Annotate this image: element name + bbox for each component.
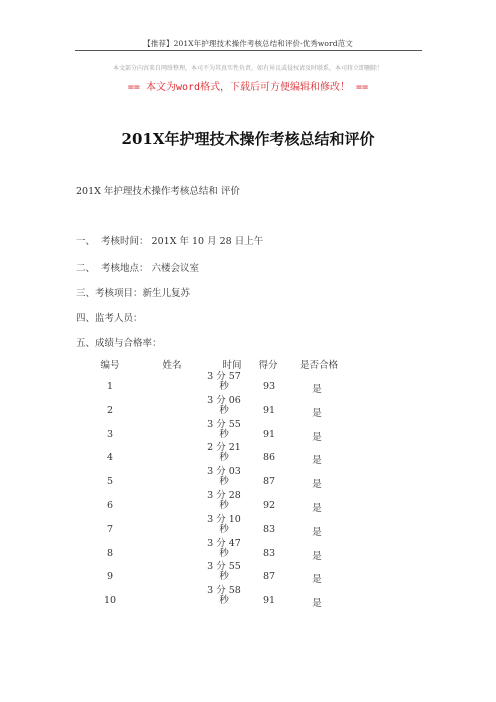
document-subtitle: 201X 年护理技术操作考核总结和 评价: [76, 186, 240, 197]
table-header-pass: 是否合格: [299, 360, 338, 371]
row-id: 3: [106, 428, 114, 440]
row-time-line2: 秒: [219, 381, 229, 392]
row-time: [204, 491, 244, 511]
exam-location-item: 二、 考核地点： 六楼会议室: [76, 263, 200, 274]
row-time-line2: 秒: [219, 452, 229, 464]
row-time: [204, 586, 244, 606]
row-time: [204, 539, 244, 559]
row-score: 93: [262, 381, 276, 392]
row-id: 4: [106, 452, 114, 464]
row-time-line2: 秒: [219, 571, 229, 583]
row-pass: 是: [312, 526, 322, 538]
header-rule: [75, 50, 422, 51]
row-id: 9: [106, 571, 114, 583]
row-score: 83: [262, 523, 276, 535]
row-id: 6: [106, 500, 114, 511]
row-time: [204, 515, 244, 535]
word-format-notice: == 本文为word格式，下载后可方便编辑和修改！ ==: [127, 82, 369, 93]
row-time-line2: 秒: [219, 476, 229, 488]
row-time-line1: 3 分 58: [207, 585, 241, 597]
table-row: [90, 585, 370, 615]
row-time-line1: 3 分 03: [207, 466, 241, 478]
row-score: 86: [262, 452, 276, 464]
row-time-line2: 秒: [219, 547, 229, 559]
row-time: [204, 443, 244, 463]
row-time: [204, 562, 244, 582]
row-id: 2: [106, 404, 114, 416]
row-time-line1: 3 分 57: [207, 371, 241, 382]
table-header-time: 时间: [222, 360, 242, 371]
row-pass: 是: [312, 455, 322, 467]
row-id: 7: [106, 523, 114, 535]
row-time-line2: 秒: [219, 500, 229, 511]
row-score: 83: [262, 547, 276, 559]
row-id: 5: [106, 476, 114, 488]
page-header-title: 【推荐】201X年护理技术操作考核总结和评价-优秀word范文: [143, 39, 353, 48]
exam-time-item: 一、 考核时间： 201X 年 10 月 28 日上午: [76, 236, 264, 247]
row-time-line1: 3 分 06: [207, 394, 241, 406]
disclaimer-text: 本文部分内容来自网络整理，本司不为其真实性负责，如有异议或侵权请及时联系，本司将立即删除！: [112, 65, 383, 72]
row-time-line1: 3 分 47: [207, 537, 241, 549]
row-pass: 是: [312, 574, 322, 586]
row-score: 92: [262, 500, 276, 511]
document-title: 201X年护理技术操作考核总结和评价: [121, 130, 375, 148]
row-id: 8: [106, 547, 114, 559]
row-time: [204, 396, 244, 416]
row-time-line1: 2 分 21: [207, 442, 241, 454]
exam-project-item: 三、考核项目：新生儿复苏: [76, 288, 191, 299]
row-time-line2: 秒: [219, 404, 229, 416]
row-time-line2: 秒: [219, 428, 229, 440]
row-pass: 是: [312, 407, 322, 419]
row-score: 91: [262, 428, 276, 440]
row-time-line1: 3 分 10: [207, 513, 241, 525]
row-time: [204, 420, 244, 440]
row-pass: 是: [312, 479, 322, 491]
proctor-item: 四、监考人员：: [76, 313, 143, 324]
row-score: 91: [262, 404, 276, 416]
row-pass: 是: [312, 384, 322, 395]
row-pass: 是: [312, 431, 322, 443]
row-time: [204, 467, 244, 487]
row-score: 87: [262, 476, 276, 488]
row-time-line1: 3 分 55: [207, 418, 241, 430]
table-header-name: 姓名: [162, 360, 182, 371]
row-time: [204, 372, 244, 392]
row-time-line1: 3 分 55: [207, 561, 241, 573]
results-item: 五、成绩与合格率：: [76, 338, 162, 349]
row-time-line2: 秒: [219, 523, 229, 535]
row-pass: 是: [312, 503, 322, 514]
row-score: 87: [262, 571, 276, 583]
table-header-score: 得分: [258, 360, 278, 371]
row-id: 1: [106, 381, 114, 392]
row-score: 91: [262, 595, 276, 607]
row-id: 10: [103, 595, 117, 607]
table-header-id: 编号: [100, 360, 120, 371]
row-time-line2: 秒: [219, 595, 229, 607]
row-pass: 是: [312, 598, 322, 610]
row-time-line1: 3 分 28: [207, 490, 241, 501]
row-pass: 是: [312, 550, 322, 562]
